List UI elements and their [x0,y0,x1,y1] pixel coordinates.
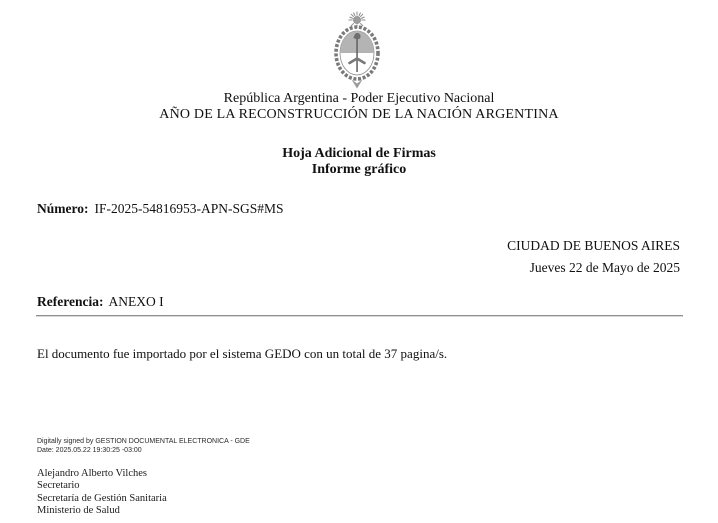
number-value: IF-2025-54816953-APN-SGS#MS [94,201,284,216]
reference-label: Referencia: [37,294,104,309]
header-year-motto-line: AÑO DE LA RECONSTRUCCIÓN DE LA NACIÓN ARGENTINA [159,107,559,122]
document-title: Hoja Adicional de Firmas [282,146,436,161]
stamp-date-line: Date: 2025.05.22 19:30:25 -03:00 [37,447,142,454]
body-text: El documento fue importado por el sistema GEDO con un total de 37 pagina/s. [37,346,448,361]
signer-name: Alejandro Alberto Vilches [37,468,147,479]
signer-ministry: Ministerio de Salud [37,504,120,516]
ribbon-bow [352,80,363,89]
sun-disc [353,16,360,23]
separator-rule [36,315,683,317]
number-label: Número: [37,201,89,216]
date-line: Jueves 22 de Mayo de 2025 [529,260,680,275]
city-line: CIUDAD DE BUENOS AIRES [507,238,680,253]
reference-line [37,294,164,310]
digital-signature-stamp [37,437,250,455]
header-republic-line: República Argentina - Poder Ejecutivo Nacional [223,91,495,106]
reference-value: ANEXO I [108,294,164,309]
argentina-coat-of-arms-icon [322,10,392,90]
document-subtitle: Informe gráfico [311,162,407,177]
stamp-signed-by-line: Digitally signed by GESTION DOCUMENTAL ELECTRONICA - GDE [37,438,250,445]
document-number-line [37,201,284,217]
signer-office: Secretaría de Gestión Sanitaria [37,492,167,504]
signer-block [37,468,167,517]
signer-position: Secretario [37,480,80,492]
